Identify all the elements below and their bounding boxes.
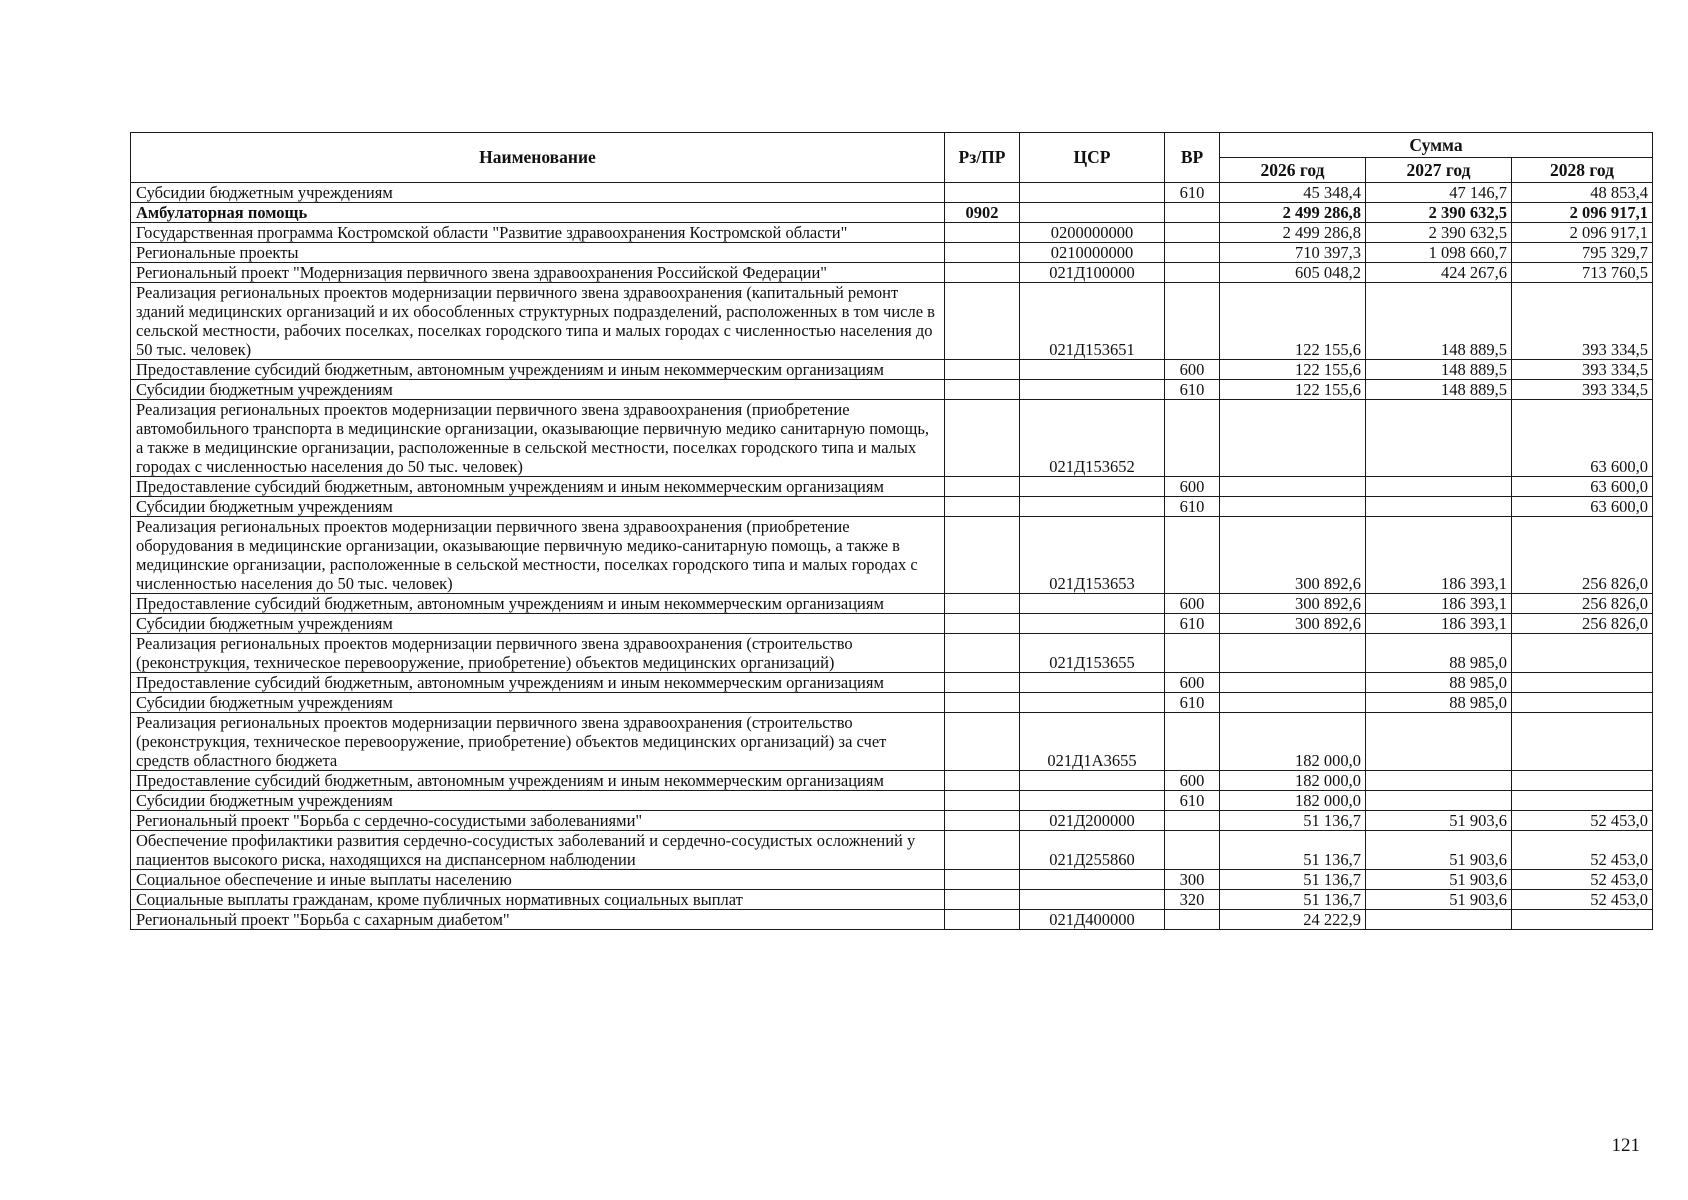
table-row: [131, 283, 1653, 360]
cell-name: Реализация региональных проектов модернизации первичного звена здравоохранения (приобретение автомобильного транспорта в медицинские организации, оказывающие первичную медико санитарную помощь, а также в медицинские организации, расположенные в сельской местности, поселках городского типа и малых городах с численностью населения до 50 тыс. человек): [131, 400, 945, 477]
cell-vr: [1165, 400, 1220, 477]
cell-csr: [1020, 380, 1165, 400]
cell-name: Предоставление субсидий бюджетным, автономным учреждениям и иным некоммерческим организациям: [131, 673, 945, 693]
cell-vr: 610: [1165, 380, 1220, 400]
table-row: [131, 497, 1653, 517]
table-row: [131, 771, 1653, 791]
cell-name: Субсидии бюджетным учреждениям: [131, 791, 945, 811]
table-row: [131, 811, 1653, 831]
table-row: [131, 380, 1653, 400]
cell-2028: 393 334,5: [1512, 380, 1653, 400]
table-body: [131, 183, 1653, 930]
cell-name: Реализация региональных проектов модернизации первичного звена здравоохранения (приобретение оборудования в медицинские организации, оказывающие первичную медико-санитарную помощь, а также в медицинские организации, расположенные в сельской местности, поселках городского типа и малых городах с численностью населения до 50 тыс. человек): [131, 517, 945, 594]
table-row: [131, 223, 1653, 243]
cell-vr: 610: [1165, 693, 1220, 713]
cell-name: Региональные проекты: [131, 243, 945, 263]
cell-vr: 600: [1165, 771, 1220, 791]
cell-vr: 600: [1165, 477, 1220, 497]
cell-vr: 610: [1165, 497, 1220, 517]
cell-rzpr: [945, 183, 1020, 203]
cell-2027: 2 390 632,5: [1366, 203, 1512, 223]
cell-2027: 148 889,5: [1366, 380, 1512, 400]
table-header: [131, 133, 1653, 183]
cell-2026: 605 048,2: [1220, 263, 1366, 283]
header-year-2026: 2026 год: [1220, 158, 1366, 183]
cell-csr: 021Д100000: [1020, 263, 1165, 283]
header-name: Наименование: [131, 133, 945, 183]
cell-csr: [1020, 673, 1165, 693]
header-year-2027: 2027 год: [1366, 158, 1512, 183]
cell-name: Субсидии бюджетным учреждениям: [131, 183, 945, 203]
cell-2027: 51 903,6: [1366, 870, 1512, 890]
cell-name: Предоставление субсидий бюджетным, автономным учреждениям и иным некоммерческим организациям: [131, 771, 945, 791]
table-row: [131, 693, 1653, 713]
cell-2027: 186 393,1: [1366, 517, 1512, 594]
cell-2026: [1220, 673, 1366, 693]
cell-vr: [1165, 634, 1220, 673]
cell-2027: 51 903,6: [1366, 890, 1512, 910]
cell-name: Социальные выплаты гражданам, кроме публичных нормативных социальных выплат: [131, 890, 945, 910]
cell-vr: 610: [1165, 183, 1220, 203]
cell-2028: 795 329,7: [1512, 243, 1653, 263]
cell-2027: [1366, 497, 1512, 517]
cell-vr: [1165, 283, 1220, 360]
cell-2027: 88 985,0: [1366, 634, 1512, 673]
cell-2026: 710 397,3: [1220, 243, 1366, 263]
cell-rzpr: [945, 517, 1020, 594]
cell-2028: 713 760,5: [1512, 263, 1653, 283]
cell-2028: 256 826,0: [1512, 594, 1653, 614]
cell-rzpr: [945, 771, 1020, 791]
cell-rzpr: [945, 477, 1020, 497]
cell-csr: [1020, 183, 1165, 203]
cell-csr: [1020, 497, 1165, 517]
cell-2027: [1366, 910, 1512, 930]
cell-2026: 51 136,7: [1220, 890, 1366, 910]
cell-2028: 52 453,0: [1512, 870, 1653, 890]
cell-vr: 600: [1165, 594, 1220, 614]
cell-2028: 63 600,0: [1512, 400, 1653, 477]
table-row: [131, 713, 1653, 771]
cell-csr: [1020, 693, 1165, 713]
table-row: [131, 183, 1653, 203]
cell-2027: 424 267,6: [1366, 263, 1512, 283]
cell-rzpr: [945, 634, 1020, 673]
table-row: [131, 910, 1653, 930]
cell-name: Государственная программа Костромской области "Развитие здравоохранения Костромской области": [131, 223, 945, 243]
cell-name: Предоставление субсидий бюджетным, автономным учреждениям и иным некоммерческим организациям: [131, 477, 945, 497]
cell-2026: 51 136,7: [1220, 870, 1366, 890]
cell-2028: [1512, 910, 1653, 930]
cell-2027: 148 889,5: [1366, 283, 1512, 360]
table-row: [131, 263, 1653, 283]
cell-rzpr: [945, 380, 1020, 400]
cell-2028: [1512, 634, 1653, 673]
cell-2026: [1220, 634, 1366, 673]
cell-2027: 88 985,0: [1366, 673, 1512, 693]
cell-vr: [1165, 263, 1220, 283]
cell-2027: 51 903,6: [1366, 831, 1512, 870]
cell-rzpr: [945, 811, 1020, 831]
cell-csr: [1020, 477, 1165, 497]
cell-csr: [1020, 203, 1165, 223]
table-row: [131, 614, 1653, 634]
cell-2027: 1 098 660,7: [1366, 243, 1512, 263]
cell-name: Реализация региональных проектов модернизации первичного звена здравоохранения (строительство (реконструкция, техническое перевооружение, приобретение) объектов медицинских организаций): [131, 634, 945, 673]
cell-name: Предоставление субсидий бюджетным, автономным учреждениям и иным некоммерческим организациям: [131, 594, 945, 614]
cell-rzpr: 0902: [945, 203, 1020, 223]
cell-2027: [1366, 400, 1512, 477]
cell-csr: [1020, 791, 1165, 811]
cell-rzpr: [945, 223, 1020, 243]
cell-2028: 256 826,0: [1512, 614, 1653, 634]
cell-rzpr: [945, 910, 1020, 930]
cell-name: Реализация региональных проектов модернизации первичного звена здравоохранения (капитальный ремонт зданий медицинских организаций и их обособленных структурных подразделений, расположенных в том числе в сельской местности, рабочих поселках, поселках городского типа и малых городах с численностью населения до 50 тыс. человек): [131, 283, 945, 360]
cell-2027: 2 390 632,5: [1366, 223, 1512, 243]
cell-2027: 186 393,1: [1366, 594, 1512, 614]
cell-2026: 300 892,6: [1220, 517, 1366, 594]
budget-table: [130, 132, 1653, 930]
cell-2028: 393 334,5: [1512, 360, 1653, 380]
cell-2028: 256 826,0: [1512, 517, 1653, 594]
cell-name: Региональный проект "Борьба с сердечно-сосудистыми заболеваниями": [131, 811, 945, 831]
cell-2026: 2 499 286,8: [1220, 223, 1366, 243]
cell-csr: 021Д1А3655: [1020, 713, 1165, 771]
cell-csr: 021Д200000: [1020, 811, 1165, 831]
header-csr: ЦСР: [1020, 133, 1165, 183]
cell-vr: [1165, 713, 1220, 771]
cell-2027: [1366, 771, 1512, 791]
cell-rzpr: [945, 243, 1020, 263]
cell-name: Обеспечение профилактики развития сердечно-сосудистых заболеваний и сердечно-сосудистых осложнений у пациентов высокого риска, находящихся на диспансерном наблюдении: [131, 831, 945, 870]
cell-name: Субсидии бюджетным учреждениям: [131, 614, 945, 634]
cell-csr: 021Д153655: [1020, 634, 1165, 673]
cell-2026: 300 892,6: [1220, 594, 1366, 614]
header-year-2028: 2028 год: [1512, 158, 1653, 183]
cell-vr: [1165, 517, 1220, 594]
cell-rzpr: [945, 263, 1020, 283]
cell-name: Региональный проект "Борьба с сахарным диабетом": [131, 910, 945, 930]
cell-2026: 182 000,0: [1220, 713, 1366, 771]
table-row: [131, 870, 1653, 890]
cell-2028: 52 453,0: [1512, 890, 1653, 910]
table-row: [131, 360, 1653, 380]
cell-2028: 63 600,0: [1512, 477, 1653, 497]
cell-csr: 0200000000: [1020, 223, 1165, 243]
cell-2028: [1512, 693, 1653, 713]
cell-2028: [1512, 771, 1653, 791]
cell-2028: [1512, 791, 1653, 811]
cell-rzpr: [945, 614, 1020, 634]
cell-vr: [1165, 831, 1220, 870]
table-row: [131, 791, 1653, 811]
cell-2028: 393 334,5: [1512, 283, 1653, 360]
cell-name: Предоставление субсидий бюджетным, автономным учреждениям и иным некоммерческим организациям: [131, 360, 945, 380]
cell-rzpr: [945, 673, 1020, 693]
cell-csr: [1020, 870, 1165, 890]
cell-csr: 021Д153651: [1020, 283, 1165, 360]
cell-2027: [1366, 477, 1512, 497]
table-row: [131, 673, 1653, 693]
cell-2026: 122 155,6: [1220, 283, 1366, 360]
cell-2026: 182 000,0: [1220, 791, 1366, 811]
cell-rzpr: [945, 594, 1020, 614]
cell-csr: [1020, 771, 1165, 791]
cell-2026: 122 155,6: [1220, 380, 1366, 400]
cell-name: Амбулаторная помощь: [131, 203, 945, 223]
cell-name: Субсидии бюджетным учреждениям: [131, 380, 945, 400]
cell-2027: [1366, 791, 1512, 811]
cell-name: Региональный проект "Модернизация первичного звена здравоохранения Российской Федерации": [131, 263, 945, 283]
cell-2028: 52 453,0: [1512, 811, 1653, 831]
cell-vr: [1165, 203, 1220, 223]
cell-rzpr: [945, 360, 1020, 380]
cell-rzpr: [945, 831, 1020, 870]
cell-2026: 51 136,7: [1220, 831, 1366, 870]
cell-vr: 610: [1165, 791, 1220, 811]
cell-vr: 300: [1165, 870, 1220, 890]
cell-csr: 0210000000: [1020, 243, 1165, 263]
cell-csr: 021Д153652: [1020, 400, 1165, 477]
cell-2028: 2 096 917,1: [1512, 203, 1653, 223]
cell-rzpr: [945, 870, 1020, 890]
cell-vr: 600: [1165, 673, 1220, 693]
cell-2028: 52 453,0: [1512, 831, 1653, 870]
cell-rzpr: [945, 791, 1020, 811]
cell-2026: [1220, 400, 1366, 477]
cell-2026: 2 499 286,8: [1220, 203, 1366, 223]
cell-csr: 021Д153653: [1020, 517, 1165, 594]
cell-vr: [1165, 243, 1220, 263]
cell-rzpr: [945, 283, 1020, 360]
cell-2027: [1366, 713, 1512, 771]
cell-2028: 2 096 917,1: [1512, 223, 1653, 243]
cell-2026: 300 892,6: [1220, 614, 1366, 634]
cell-name: Реализация региональных проектов модернизации первичного звена здравоохранения (строительство (реконструкция, техническое перевооружение, приобретение) объектов медицинских организаций) за счет средств областного бюджета: [131, 713, 945, 771]
cell-2027: 186 393,1: [1366, 614, 1512, 634]
cell-vr: 610: [1165, 614, 1220, 634]
cell-name: Субсидии бюджетным учреждениям: [131, 693, 945, 713]
cell-vr: 320: [1165, 890, 1220, 910]
cell-2028: 48 853,4: [1512, 183, 1653, 203]
cell-2027: 148 889,5: [1366, 360, 1512, 380]
cell-2027: 88 985,0: [1366, 693, 1512, 713]
cell-2027: 47 146,7: [1366, 183, 1512, 203]
cell-2028: 63 600,0: [1512, 497, 1653, 517]
cell-csr: [1020, 594, 1165, 614]
cell-2026: [1220, 477, 1366, 497]
table-row: [131, 831, 1653, 870]
table-row: [131, 517, 1653, 594]
header-sum: Сумма: [1220, 133, 1653, 158]
header-rzpr: Рз/ПР: [945, 133, 1020, 183]
cell-2028: [1512, 713, 1653, 771]
table-row: [131, 477, 1653, 497]
cell-2026: 122 155,6: [1220, 360, 1366, 380]
cell-vr: [1165, 223, 1220, 243]
cell-rzpr: [945, 693, 1020, 713]
table-row: [131, 890, 1653, 910]
cell-2028: [1512, 673, 1653, 693]
cell-rzpr: [945, 713, 1020, 771]
cell-2027: 51 903,6: [1366, 811, 1512, 831]
cell-vr: [1165, 910, 1220, 930]
cell-csr: 021Д400000: [1020, 910, 1165, 930]
cell-csr: [1020, 360, 1165, 380]
cell-2026: 182 000,0: [1220, 771, 1366, 791]
cell-2026: 45 348,4: [1220, 183, 1366, 203]
cell-name: Субсидии бюджетным учреждениям: [131, 497, 945, 517]
cell-2026: 24 222,9: [1220, 910, 1366, 930]
table-row: [131, 203, 1653, 223]
table-row: [131, 400, 1653, 477]
cell-vr: 600: [1165, 360, 1220, 380]
cell-csr: 021Д255860: [1020, 831, 1165, 870]
cell-2026: 51 136,7: [1220, 811, 1366, 831]
cell-2026: [1220, 693, 1366, 713]
table-row: [131, 634, 1653, 673]
cell-2026: [1220, 497, 1366, 517]
cell-rzpr: [945, 497, 1020, 517]
page-number: 121: [1611, 1135, 1640, 1156]
table-row: [131, 594, 1653, 614]
cell-rzpr: [945, 400, 1020, 477]
header-vr: ВР: [1165, 133, 1220, 183]
cell-csr: [1020, 614, 1165, 634]
cell-vr: [1165, 811, 1220, 831]
cell-csr: [1020, 890, 1165, 910]
cell-name: Социальное обеспечение и иные выплаты населению: [131, 870, 945, 890]
cell-rzpr: [945, 890, 1020, 910]
table-row: [131, 243, 1653, 263]
